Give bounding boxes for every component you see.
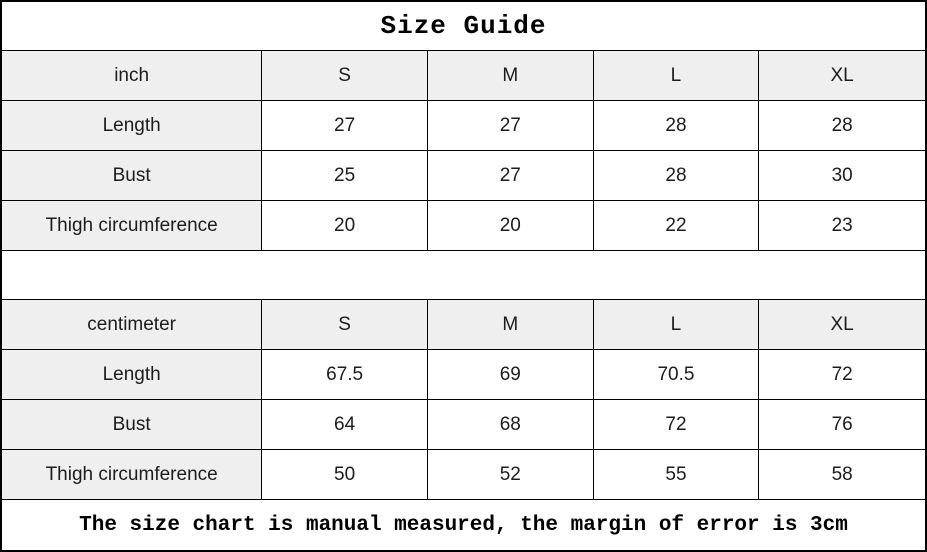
- inch-table: [2, 51, 925, 251]
- row-label-length: Length: [2, 101, 262, 151]
- cell-bust-xl: 76: [759, 400, 925, 450]
- cell-length-m: 69: [428, 350, 594, 400]
- cell-bust-m: 68: [428, 400, 594, 450]
- cell-bust-s: 64: [262, 400, 428, 450]
- measurement-disclaimer: The size chart is manual measured, the margin of error is 3cm: [79, 513, 848, 537]
- row-label-bust: Bust: [2, 400, 262, 450]
- cell-length-l: 28: [594, 101, 760, 151]
- cell-bust-xl: 30: [759, 151, 925, 201]
- row-label-length: Length: [2, 350, 262, 400]
- section-spacer: [2, 251, 925, 300]
- unit-header-inch: inch: [2, 51, 262, 101]
- title-row: [2, 2, 925, 51]
- cell-thigh-s: 50: [262, 450, 428, 500]
- unit-header-centimeter: centimeter: [2, 300, 262, 350]
- cell-bust-l: 72: [594, 400, 760, 450]
- size-header-s: S: [262, 51, 428, 101]
- row-label-bust: Bust: [2, 151, 262, 201]
- page-title: Size Guide: [380, 11, 547, 41]
- size-header-xl: XL: [759, 51, 925, 101]
- cell-bust-m: 27: [428, 151, 594, 201]
- cell-bust-l: 28: [594, 151, 760, 201]
- cell-bust-s: 25: [262, 151, 428, 201]
- size-header-s: S: [262, 300, 428, 350]
- size-header-m: M: [428, 300, 594, 350]
- size-header-l: L: [594, 51, 760, 101]
- footer-row: [2, 500, 925, 550]
- size-header-m: M: [428, 51, 594, 101]
- cell-thigh-xl: 23: [759, 201, 925, 251]
- size-header-xl: XL: [759, 300, 925, 350]
- size-header-l: L: [594, 300, 760, 350]
- cell-thigh-l: 22: [594, 201, 760, 251]
- cell-thigh-s: 20: [262, 201, 428, 251]
- cell-length-xl: 72: [759, 350, 925, 400]
- row-label-thigh: Thigh circumference: [2, 201, 262, 251]
- cell-length-l: 70.5: [594, 350, 760, 400]
- cell-thigh-m: 20: [428, 201, 594, 251]
- cell-length-m: 27: [428, 101, 594, 151]
- centimeter-table: [2, 300, 925, 500]
- cell-thigh-l: 55: [594, 450, 760, 500]
- cell-length-xl: 28: [759, 101, 925, 151]
- row-label-thigh: Thigh circumference: [2, 450, 262, 500]
- cell-length-s: 67.5: [262, 350, 428, 400]
- cell-thigh-m: 52: [428, 450, 594, 500]
- cell-thigh-xl: 58: [759, 450, 925, 500]
- cell-length-s: 27: [262, 101, 428, 151]
